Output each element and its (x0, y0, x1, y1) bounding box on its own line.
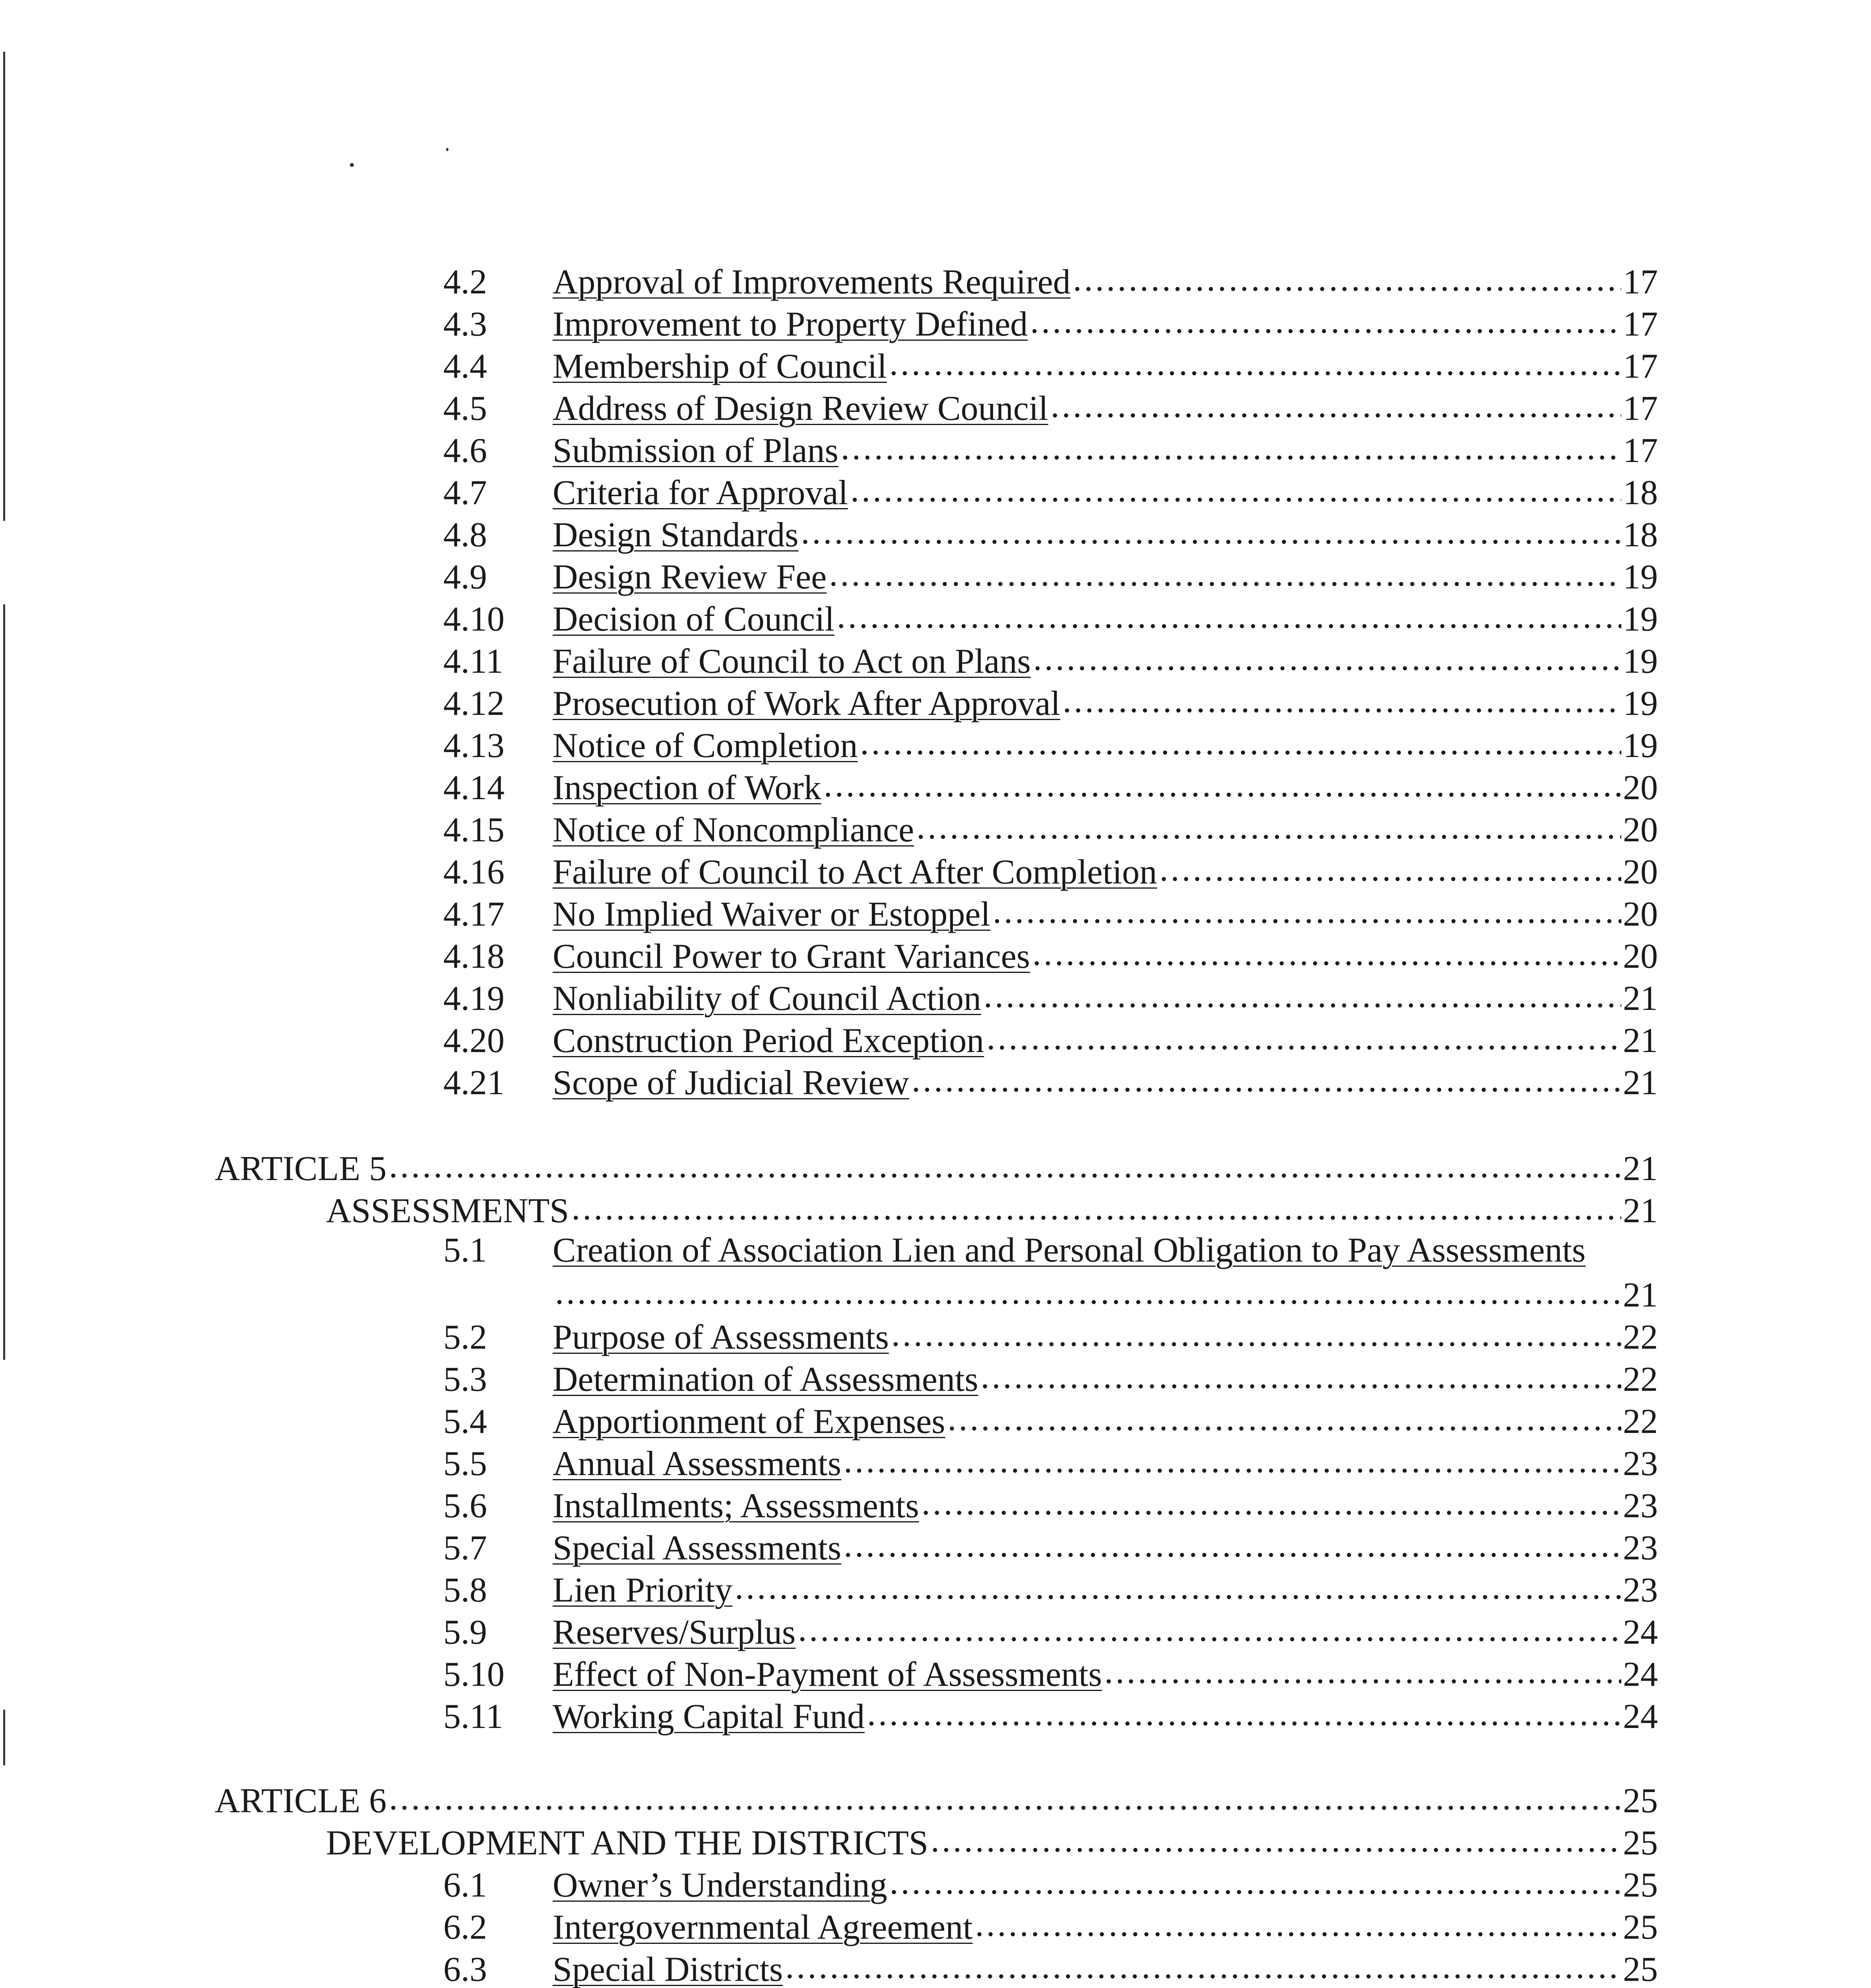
toc-entry[interactable] (443, 933, 1658, 975)
section-title: Address of Design Review Council (553, 389, 1048, 428)
section-number: 4.10 (443, 600, 505, 639)
toc-entry[interactable] (443, 553, 1658, 596)
toc-entry[interactable] (443, 806, 1658, 848)
toc-entry[interactable] (443, 848, 1658, 891)
page-ref: 20 (1623, 937, 1658, 976)
page-ref: 18 (1623, 474, 1658, 512)
page-ref: 25 (1623, 1950, 1658, 1988)
page-ref: 23 (1623, 1529, 1658, 1567)
section-title: Improvement to Property Defined (553, 305, 1028, 344)
dot-leader (858, 722, 1621, 757)
dot-leader (914, 806, 1621, 841)
dot-leader (783, 1946, 1621, 1981)
page-ref: 17 (1623, 347, 1658, 386)
page-ref: 22 (1623, 1318, 1658, 1357)
toc-entry[interactable] (443, 1398, 1658, 1440)
page-ref: 21 (1623, 979, 1658, 1018)
page-ref: 24 (1623, 1655, 1658, 1694)
dot-leader (841, 1524, 1621, 1559)
section-number: 4.19 (443, 979, 505, 1018)
section-number: 5.9 (443, 1613, 487, 1652)
section-number: 6.1 (443, 1866, 487, 1905)
scan-margin-mark (3, 52, 5, 521)
section-number: 4.6 (443, 431, 487, 470)
dot-leader (827, 553, 1621, 588)
dot-leader (841, 1440, 1621, 1475)
dot-leader (978, 1356, 1621, 1391)
dot-leader (1071, 258, 1621, 293)
dot-leader (945, 1398, 1621, 1433)
section-title: Design Standards (553, 516, 799, 554)
section-title: Criteria for Approval (553, 474, 848, 512)
page-ref: 25 (1623, 1782, 1658, 1820)
dot-leader (1028, 301, 1621, 336)
section-number: 5.1 (443, 1231, 487, 1270)
page-ref: 19 (1623, 684, 1658, 723)
dot-leader (865, 1693, 1621, 1728)
section-title: Special Assessments (553, 1529, 841, 1567)
toc-entry-continuation (553, 1272, 1658, 1314)
dot-leader (569, 1187, 1621, 1222)
dot-leader (919, 1482, 1621, 1517)
article-heading: ASSESSMENTS (326, 1192, 569, 1230)
section-number: 4.12 (443, 684, 505, 723)
dot-leader (1157, 848, 1621, 883)
toc-entry[interactable] (443, 258, 1658, 301)
dot-leader (981, 975, 1621, 1010)
section-number: 4.14 (443, 769, 505, 807)
toc-entry[interactable] (443, 891, 1658, 933)
page-ref: 23 (1623, 1444, 1658, 1483)
article-heading: DEVELOPMENT AND THE DISTRICTS (326, 1824, 928, 1862)
section-number: 6.3 (443, 1950, 487, 1988)
section-number: 4.15 (443, 811, 505, 849)
dot-leader (796, 1609, 1621, 1644)
section-number: 4.21 (443, 1064, 505, 1102)
page-ref: 19 (1623, 642, 1658, 681)
page-ref: 17 (1623, 389, 1658, 428)
section-title: Apportionment of Expenses (553, 1402, 945, 1441)
toc-entry[interactable] (443, 1482, 1658, 1524)
page-ref: 24 (1623, 1613, 1658, 1652)
section-title: Membership of Council (553, 347, 887, 386)
toc-entry[interactable] (443, 343, 1658, 385)
toc-entry[interactable] (443, 680, 1658, 722)
page-ref: 21 (1623, 1064, 1658, 1102)
dot-leader (821, 764, 1621, 799)
page-ref: 21 (1623, 1149, 1658, 1188)
section-title: Creation of Association Lien and Personal Obligation to Pay Assessments (553, 1231, 1586, 1270)
toc-entry[interactable] (443, 1609, 1658, 1651)
section-title: No Implied Waiver or Estoppel (553, 895, 990, 934)
article-label: ARTICLE 6 (215, 1782, 387, 1820)
section-title: Scope of Judicial Review (553, 1064, 909, 1102)
section-title: Purpose of Assessments (553, 1318, 889, 1357)
section-title: Prosecution of Work After Approval (553, 684, 1060, 723)
page-ref: 19 (1623, 558, 1658, 596)
section-number: 5.7 (443, 1529, 487, 1567)
dot-leader (909, 1059, 1621, 1094)
section-number: 5.5 (443, 1444, 487, 1483)
page-ref: 20 (1623, 811, 1658, 849)
toc-entry[interactable] (443, 722, 1658, 764)
toc-entry[interactable] (443, 1524, 1658, 1567)
section-title: Annual Assessments (553, 1444, 841, 1483)
dot-leader (972, 1904, 1621, 1939)
dot-leader (386, 1777, 1621, 1812)
dot-leader (1031, 638, 1621, 673)
section-title: Effect of Non-Payment of Assessments (553, 1655, 1102, 1694)
toc-heading-entry[interactable] (326, 1819, 1658, 1862)
page-ref: 22 (1623, 1360, 1658, 1399)
section-number: 4.5 (443, 389, 487, 428)
dot-leader (887, 343, 1621, 378)
section-title: Council Power to Grant Variances (553, 937, 1030, 976)
section-number: 5.6 (443, 1487, 487, 1525)
toc-entry[interactable] (443, 1356, 1658, 1398)
section-title: Working Capital Fund (553, 1697, 865, 1736)
toc-entry[interactable] (443, 1904, 1658, 1946)
toc-entry[interactable] (443, 1059, 1658, 1101)
section-number: 5.11 (443, 1697, 503, 1736)
section-title: Determination of Assessments (553, 1360, 978, 1399)
page-ref: 24 (1623, 1697, 1658, 1736)
page-ref: 21 (1623, 1192, 1658, 1230)
dot-leader (732, 1567, 1621, 1602)
section-title: Reserves/Surplus (553, 1613, 796, 1652)
scan-margin-mark (3, 604, 5, 1360)
section-number: 4.3 (443, 305, 487, 344)
dot-leader (990, 891, 1621, 926)
toc-entry[interactable] (443, 1567, 1658, 1609)
page-ref: 20 (1623, 769, 1658, 807)
scan-speck (350, 163, 354, 167)
dot-leader (887, 1862, 1621, 1897)
section-number: 4.2 (443, 263, 487, 301)
page-ref: 25 (1623, 1824, 1658, 1862)
page-ref: 20 (1623, 895, 1658, 934)
toc-entry[interactable] (443, 469, 1658, 511)
dot-leader (848, 469, 1621, 504)
section-title: Approval of Improvements Required (553, 263, 1071, 301)
section-number: 6.2 (443, 1908, 487, 1947)
toc-entry[interactable] (443, 975, 1658, 1017)
toc-entry[interactable] (443, 638, 1658, 680)
toc-article-entry[interactable] (215, 1777, 1658, 1819)
section-number: 4.16 (443, 853, 505, 891)
toc-entry[interactable] (443, 1440, 1658, 1482)
section-title: Notice of Noncompliance (553, 811, 914, 849)
section-number: 4.9 (443, 558, 487, 596)
toc-entry[interactable] (443, 385, 1658, 427)
dot-leader (386, 1145, 1621, 1180)
section-number: 4.7 (443, 474, 487, 512)
page-ref: 25 (1623, 1908, 1658, 1947)
page-ref: 17 (1623, 431, 1658, 470)
toc-entry[interactable] (443, 301, 1658, 343)
toc-entry[interactable] (443, 596, 1658, 638)
section-number: 4.20 (443, 1021, 505, 1060)
dot-leader (1048, 385, 1621, 420)
toc-entry[interactable] (443, 764, 1658, 806)
section-number: 5.3 (443, 1360, 487, 1399)
section-number: 5.8 (443, 1571, 487, 1609)
section-title: Intergovernmental Agreement (553, 1908, 973, 1947)
page-ref: 19 (1623, 600, 1658, 639)
toc-entry[interactable] (443, 427, 1658, 469)
section-number: 4.18 (443, 937, 505, 976)
section-title: Design Review Fee (553, 558, 827, 596)
toc-article-entry[interactable] (215, 1145, 1658, 1187)
section-number: 4.11 (443, 642, 503, 681)
toc-entry[interactable] (443, 1693, 1658, 1735)
page-ref: 21 (1623, 1276, 1658, 1314)
page-ref: 18 (1623, 516, 1658, 554)
page-ref: 22 (1623, 1402, 1658, 1441)
page-ref: 20 (1623, 853, 1658, 891)
section-number: 4.17 (443, 895, 505, 934)
toc-entry[interactable] (443, 1314, 1658, 1356)
dot-leader (984, 1017, 1621, 1052)
dot-leader (1060, 680, 1621, 715)
section-title: Failure of Council to Act After Completion (553, 853, 1157, 891)
page-ref: 19 (1623, 726, 1658, 765)
section-title: Installments; Assessments (553, 1487, 919, 1525)
page-ref: 23 (1623, 1571, 1658, 1609)
dot-leader (553, 1272, 1621, 1307)
section-title: Special Districts (553, 1950, 783, 1988)
dot-leader (1102, 1651, 1621, 1686)
section-title: Failure of Council to Act on Plans (553, 642, 1031, 681)
section-number: 5.2 (443, 1318, 487, 1357)
dot-leader (889, 1314, 1621, 1349)
toc-entry[interactable] (443, 1651, 1658, 1693)
section-title: Owner’s Understanding (553, 1866, 887, 1905)
section-title: Inspection of Work (553, 769, 821, 807)
dot-leader (928, 1819, 1621, 1854)
toc-entry[interactable] (443, 1017, 1658, 1059)
section-title: Notice of Completion (553, 726, 858, 765)
dot-leader (798, 511, 1621, 546)
page-ref: 17 (1623, 263, 1658, 301)
toc-entry[interactable] (443, 511, 1658, 553)
scan-margin-mark (3, 1710, 5, 1765)
dot-leader (1030, 933, 1621, 968)
section-number: 5.4 (443, 1402, 487, 1441)
scan-speck (446, 148, 448, 151)
section-title: Lien Priority (553, 1571, 733, 1609)
section-title: Construction Period Exception (553, 1021, 984, 1060)
section-title: Decision of Council (553, 600, 835, 639)
page-ref: 23 (1623, 1487, 1658, 1525)
article-label: ARTICLE 5 (215, 1149, 387, 1188)
page-ref: 25 (1623, 1866, 1658, 1905)
dot-leader (835, 596, 1621, 631)
section-number: 4.8 (443, 516, 487, 554)
toc-entry[interactable] (443, 1862, 1658, 1904)
section-title: Nonliability of Council Action (553, 979, 981, 1018)
page-ref: 17 (1623, 305, 1658, 344)
dot-leader (838, 427, 1621, 462)
toc-entry[interactable] (443, 1229, 1586, 1272)
toc-entry[interactable] (443, 1946, 1658, 1988)
section-number: 5.10 (443, 1655, 505, 1694)
page-ref: 21 (1623, 1021, 1658, 1060)
section-number: 4.13 (443, 726, 505, 765)
section-title: Submission of Plans (553, 431, 838, 470)
toc-heading-entry[interactable] (326, 1187, 1658, 1229)
section-number: 4.4 (443, 347, 487, 386)
